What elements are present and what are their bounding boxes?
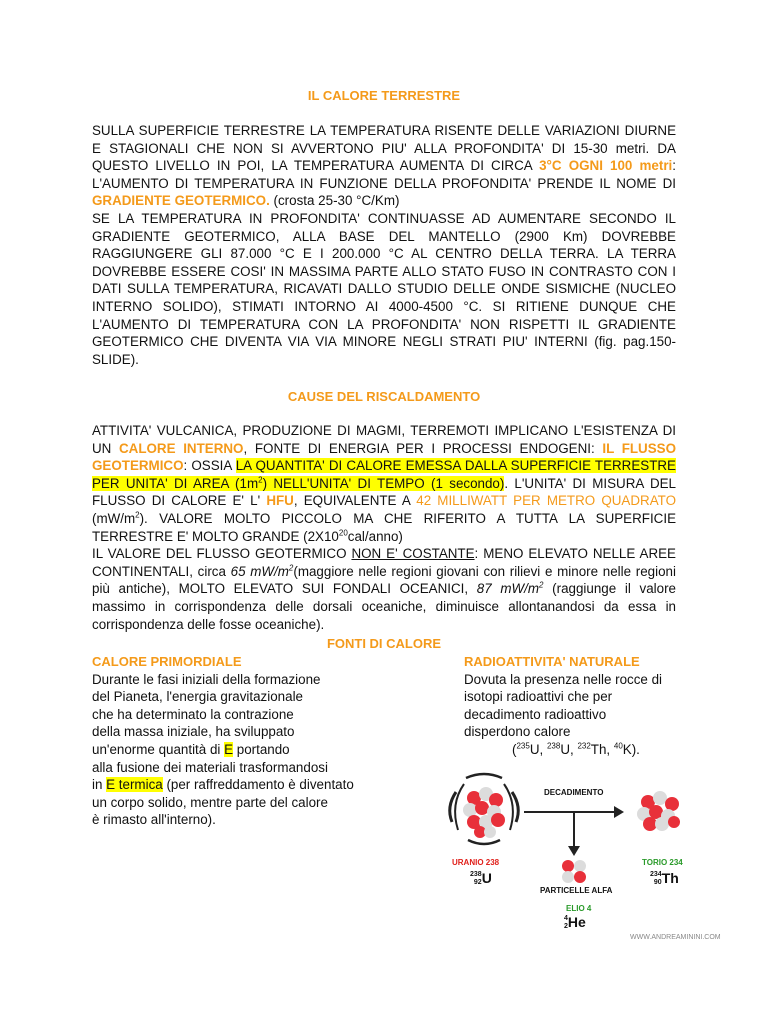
primordial-line-1: Durante le fasi iniziali della formazione <box>92 671 321 687</box>
intro-text-1: SULLA SUPERFICIE TERRESTRE LA TEMPERATURA RISENTE DELLE VARIAZIONI DIURNE E STAGIONALI CHE NON SI AVVERTONO PIU' ALLA PROFONDITA' DI 15-30 metri. DA QUESTO LIVELLO IN POI, LA TEMPERATURA AUMENTA DI CIRCA <box>92 123 676 174</box>
decay-label: DECADIMENTO <box>544 788 604 797</box>
causes-text-10: : MENO ELEVATO NELLE AREE CONTINENTALI, circa <box>92 546 676 579</box>
primordial-line-7: in E termica (per raffreddamento è diventato <box>92 777 354 793</box>
causes-oceanic-value: 87 $mW/m^2$ <box>476 580 544 597</box>
energy-highlight: E <box>224 741 234 757</box>
section-title-sources: FONTI DI CALORE <box>326 636 442 651</box>
primordial-line-4: della massa iniziale, ha sviluppato <box>92 724 295 740</box>
intro-text-4: SE LA TEMPERATURA IN PROFONDITA' CONTINUASSE AD AUMENTARE SECONDO IL GRADIENTE GEOTERMICO, ALLA BASE DEL MANTELLO (2900 Km) DOVREBBE RAGGIUNGERE GLI 87.000 °C E I 200.000 °C AL CENTRO DELLA TERRA. LA TERRA DOVREBBE ESSERE COSI' IN MASSIMA PARTE ALLO STATO FUSO IN CONTRASTO CON I DATI SULLA TEMPERATURA, RICAVATI DALLO STUDIO DELLE ONDE SISMICHE (NUCLEO INTERNO SOLIDO), STIMATI INTORNO AI 4000-4500 °C. SI RITIENE DUNQUE CHE L'AUMENTO DI TEMPERATURA CON LA PROFONDITA' NON RISPETTI IL GRADIENTE GEOTERMICO CHE DIVENTA VIA VIA MINORE NEGLI STRATI PIU' INTERNI (fig. pag.150-SLIDE). <box>92 210 676 367</box>
thorium-symbol: 234 90Th <box>650 870 679 887</box>
intro-text-3: (crosta 25-30 °C/Km) <box>269 193 400 209</box>
causes-continental-value: 65 $mW/m^2$ <box>230 563 294 579</box>
intro-text-2: : L'AUMENTO DI TEMPERATURA IN FUNZIONE DELLA PROFONDITA' PRENDE IL NOME DI <box>92 158 676 191</box>
thorium-label: TORIO 234 <box>642 858 683 867</box>
radioactivity-title: RADIOATTIVITA' NATURALE <box>464 654 640 669</box>
causes-highlight-milliwatt: 42 MILLIWATT PER METRO QUADRATO <box>416 493 676 509</box>
uranium-label: URANIO 238 <box>452 858 500 867</box>
primordial-line-8: un corpo solido, mentre parte del calore <box>92 794 328 810</box>
helium-symbol: 4 2He <box>564 914 586 931</box>
causes-underline-not-constant: NON E' COSTANTE <box>351 546 475 562</box>
isotope-list: ($^{235}$U, $^{238}$U, $^{232}$Th, $^{40}$K). <box>512 741 640 757</box>
primordial-line-6: alla fusione dei materiali trasformandosi <box>92 759 328 775</box>
radioactivity-column <box>464 653 714 759</box>
causes-highlight-hfu: HFU <box>266 493 294 509</box>
radioactivity-line-4: disperdono calore <box>464 724 571 740</box>
causes-text-4: . L'UNITA' DI MISURA DEL FLUSSO DI CALORE E' L' <box>92 475 676 509</box>
helium-label: ELIO 4 <box>566 904 592 913</box>
causes-text-5: , EQUIVALENTE A <box>293 493 417 509</box>
section-title-causes: CAUSE DEL RISCALDAMENTO <box>287 389 481 404</box>
causes-text-6: (mW/m <box>92 510 136 526</box>
page-title: IL CALORE TERRESTRE <box>307 88 461 103</box>
primordial-line-2: del Pianeta, l'energia gravitazionale <box>92 689 303 705</box>
causes-text-7: ). VALORE MOLTO PICCOLO MA CHE RIFERITO A TUTTA LA SUPERFICIE TERRESTRE E' MOLTO GRANDE (2X10 <box>92 510 676 544</box>
primordial-line-9: è rimasto all'interno). <box>92 812 216 828</box>
radioactivity-line-1: Dovuta la presenza nelle rocce di <box>464 671 662 687</box>
primordial-line-5: un'enorme quantità di E portando <box>92 741 290 757</box>
causes-text-11: (maggiore nelle regioni giovani con rilievi e minore nelle regioni più antiche), MOLTO ELEVATO SUI FONDALI OCEANICI, <box>92 563 676 597</box>
causes-text-12: (raggiunge il valore massimo in corrispondenza delle dorsali oceaniche, diminuisce allontanandosi da essa in corrispondenza delle fosse oceaniche). <box>92 581 676 632</box>
intro-highlight-gradient: GRADIENTE GEOTERMICO. <box>92 193 270 209</box>
intro-paragraph <box>92 122 676 368</box>
causes-text-1: ATTIVITA' VULCANICA, PRODUZIONE DI MAGMI, TERREMOTI IMPLICANO L'ESISTENZA DI UN <box>92 423 676 456</box>
uranium-symbol: 238 92U <box>470 870 492 887</box>
alpha-particles-label: PARTICELLE ALFA <box>540 886 613 895</box>
causes-definition-highlight: LA QUANTITA' DI CALORE EMESSA DALLA SUPERFICIE TERRESTRE PER UNITA' DI AREA $(1m^2)$ NELL'UNITA' DI TEMPO (1 secondo) <box>92 458 676 491</box>
image-credit: WWW.ANDREAMININI.COM <box>630 934 721 941</box>
causes-highlight-geothermal-flow: IL FLUSSO GEOTERMICO <box>92 440 676 474</box>
alpha-decay-figure <box>444 762 744 948</box>
causes-text-9: IL VALORE DEL FLUSSO GEOTERMICO <box>92 546 352 562</box>
primordial-line-3: che ha determinato la contrazione <box>92 706 294 722</box>
causes-text-3: : OSSIA <box>183 458 236 474</box>
causes-text-2: , FONTE DI ENERGIA PER I PROCESSI ENDOGENI: <box>243 440 603 456</box>
causes-highlight-internal-heat: CALORE INTERNO <box>119 440 244 456</box>
intro-highlight-gradient-rate: 3°C OGNI 100 metri <box>539 158 673 174</box>
primordial-heat-title: CALORE PRIMORDIALE <box>92 654 242 669</box>
radioactivity-line-2: isotopi radioattivi che per <box>464 689 613 705</box>
causes-text-8: cal/anno) <box>347 528 403 544</box>
thermal-energy-highlight: E termica <box>106 777 163 793</box>
primordial-heat-column <box>92 653 392 829</box>
causes-paragraph: ATTIVITA' VULCANICA, PRODUZIONE DI MAGMI, TERREMOTI IMPLICANO L'ESISTENZA DI UN CALORE INTERNO, FONTE DI ENERGIA PER I PROCESSI ENDOGENI: IL FLUSSO GEOTERMICO: OSSIA LA QUANTITA' DI CALORE EMESSA DALLA SUPERFICIE TERRESTRE PER UNITA' DI AREA $(1m^2)$ NELL'UNITA' DI TEMPO (1 secondo). L'UNITA' DI MISURA DEL FLUSSO DI CALORE E' L' HFU, EQUIVALENTE A 42 MILLIWATT PER METRO QUADRATO $(mW/m^2)$. VALORE MOLTO PICCOLO MA CHE RIFERITO A TUTTA LA SUPERFICIE TERRESTRE E' MOLTO GRANDE $(2X10^{20}cal/anno)$ IL VALORE DEL FLUSSO GEOTERMICO NON E' COSTANTE: MENO ELEVATO NELLE AREE CONTINENTALI, circa 65 $mW/m^2(maggiore$ nelle regioni giovani con rilievi e minore nelle regioni più antiche), MOLTO ELEVATO SUI FONDALI OCEANICI, 87 $mW/m^2$ (raggiunge il valore massimo in corrispondenza delle dorsali oceaniche, diminuisce allontanandosi da essa in corrispondenza delle fosse oceaniche). <box>92 423 676 632</box>
radioactivity-line-3: decadimento radioattivo <box>464 706 607 722</box>
